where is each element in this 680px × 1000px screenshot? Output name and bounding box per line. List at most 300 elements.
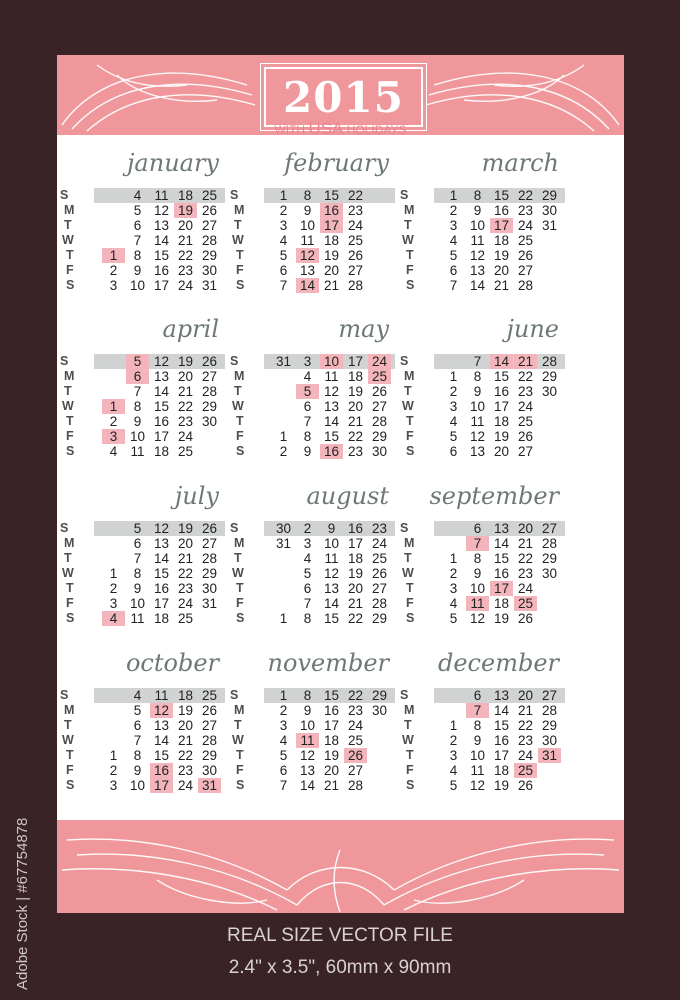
day-cell: 4: [133, 188, 142, 203]
day-cell: 21: [517, 703, 534, 718]
day-cell: 27: [517, 444, 534, 459]
weekday-label: F: [66, 763, 74, 777]
day-cell: 11: [154, 688, 169, 703]
weekday-label: T: [234, 718, 242, 732]
weekday-label: W: [232, 733, 244, 747]
day-cell: 27: [201, 536, 218, 551]
day-cell: 24: [517, 218, 534, 233]
day-cell: 23: [371, 521, 388, 536]
day-cell: 24: [347, 218, 364, 233]
weekday-label: S: [60, 688, 69, 702]
day-cell: 13: [153, 218, 170, 233]
day-cell: 25: [177, 444, 194, 459]
day-cell: 15: [493, 551, 510, 566]
day-cell: 12: [469, 611, 486, 626]
day-cell: 14: [323, 596, 340, 611]
day-cell: 2: [279, 203, 288, 218]
day-cell: 24: [177, 429, 194, 444]
day-cell: 30: [275, 521, 292, 536]
day-cell: 28: [541, 536, 558, 551]
day-cell: 26: [201, 354, 218, 369]
day-cell: 29: [541, 188, 558, 203]
weekday-label: T: [64, 218, 72, 232]
day-cell: 29: [201, 748, 218, 763]
weekday-label: W: [402, 399, 414, 413]
day-cell: 7: [279, 278, 288, 293]
day-cell: 7: [133, 384, 142, 399]
day-cell: 21: [517, 536, 534, 551]
day-cell: 21: [177, 233, 194, 248]
day-cell: 26: [201, 703, 218, 718]
day-cell: 20: [177, 218, 194, 233]
day-cell: 17: [347, 354, 364, 369]
day-cell: 6: [279, 763, 288, 778]
day-cell: 15: [323, 188, 340, 203]
day-cell: 16: [150, 763, 173, 778]
day-cell: 25: [514, 596, 537, 611]
day-cell: 13: [469, 444, 486, 459]
day-cell: 2: [109, 581, 118, 596]
month-january: [60, 149, 229, 315]
day-cell: 16: [153, 581, 170, 596]
weekday-label: M: [234, 703, 245, 717]
weekday-label: M: [404, 536, 415, 550]
weekday-label: T: [236, 748, 244, 762]
weekday-label: M: [64, 536, 75, 550]
day-cell: 1: [279, 429, 288, 444]
day-cell: 19: [174, 203, 197, 218]
day-cell: 9: [473, 384, 482, 399]
weekday-label: T: [64, 384, 72, 398]
day-cell: 28: [201, 384, 218, 399]
day-cell: 17: [347, 536, 364, 551]
day-cell: 1: [109, 566, 118, 581]
day-cell: 3: [109, 596, 118, 611]
weekday-label: T: [404, 551, 412, 565]
day-cell: 10: [469, 399, 486, 414]
day-cell: 2: [449, 733, 458, 748]
day-cell: 19: [323, 248, 340, 263]
day-cell: 25: [201, 688, 218, 703]
day-cell: 22: [177, 248, 194, 263]
day-cell: 8: [133, 566, 142, 581]
day-cell: 18: [177, 188, 194, 203]
day-cell: 30: [201, 414, 218, 429]
weekday-label: W: [62, 233, 74, 247]
month-april: [60, 315, 229, 481]
day-cell: 29: [371, 611, 388, 626]
day-cell: 14: [153, 733, 170, 748]
weekday-label: S: [230, 188, 239, 202]
month-name: august: [306, 482, 389, 510]
day-cell: 19: [493, 248, 510, 263]
day-cell: 9: [133, 414, 142, 429]
day-cell: 16: [153, 263, 170, 278]
day-cell: 13: [153, 369, 170, 384]
weekday-label: W: [62, 566, 74, 580]
day-cell: 16: [493, 203, 510, 218]
weekday-label: T: [64, 551, 72, 565]
day-cell: 5: [303, 566, 312, 581]
weekday-label: W: [232, 399, 244, 413]
day-cell: 7: [303, 596, 312, 611]
weekday-label: S: [230, 521, 239, 535]
day-cell: 17: [320, 218, 343, 233]
day-cell: 17: [153, 596, 170, 611]
day-cell: 14: [469, 278, 486, 293]
day-cell: 16: [493, 384, 510, 399]
month-june: [400, 315, 569, 481]
footer-line-1: REAL SIZE VECTOR FILE: [227, 925, 453, 946]
day-cell: 11: [296, 733, 319, 748]
day-cell: 19: [493, 778, 510, 793]
day-cell: 20: [177, 369, 194, 384]
day-cell: 4: [279, 733, 288, 748]
day-cell: 26: [371, 384, 388, 399]
day-cell: 12: [469, 429, 486, 444]
day-cell: 3: [109, 278, 118, 293]
day-cell: 15: [153, 566, 170, 581]
day-cell: 7: [133, 551, 142, 566]
day-cell: 24: [371, 536, 388, 551]
day-cell: 25: [177, 611, 194, 626]
day-cell: 14: [493, 703, 510, 718]
day-cell: 7: [133, 233, 142, 248]
month-name: september: [429, 482, 559, 510]
day-cell: 10: [129, 596, 146, 611]
day-cell: 18: [177, 688, 194, 703]
day-cell: 24: [177, 596, 194, 611]
day-cell: 7: [133, 733, 142, 748]
weekday-label: S: [400, 354, 409, 368]
day-cell: 21: [493, 278, 510, 293]
day-cell: 30: [541, 733, 558, 748]
day-cell: 13: [469, 263, 486, 278]
day-cell: 1: [279, 611, 288, 626]
day-cell: 8: [133, 248, 142, 263]
day-cell: 27: [541, 688, 558, 703]
day-cell: 13: [153, 718, 170, 733]
day-cell: 12: [153, 203, 170, 218]
day-cell: 1: [109, 748, 118, 763]
day-cell: 19: [347, 384, 364, 399]
weekday-label: M: [234, 536, 245, 550]
day-cell: 8: [473, 188, 482, 203]
month-name: april: [162, 315, 219, 343]
day-cell: 4: [133, 688, 142, 703]
weekday-label: W: [402, 233, 414, 247]
day-cell: 15: [153, 748, 170, 763]
day-cell: 11: [470, 233, 485, 248]
stock-watermark: Adobe Stock | #67754878: [14, 817, 31, 990]
day-cell: 29: [541, 369, 558, 384]
weekday-label: S: [400, 688, 409, 702]
month-november: [230, 649, 399, 815]
day-cell: 19: [493, 429, 510, 444]
day-cell: 24: [347, 718, 364, 733]
day-cell: 2: [449, 203, 458, 218]
day-cell: 19: [323, 748, 340, 763]
day-cell: 20: [177, 536, 194, 551]
day-cell: 23: [177, 763, 194, 778]
day-cell: 7: [473, 354, 482, 369]
day-cell: 23: [517, 733, 534, 748]
day-cell: 20: [517, 688, 534, 703]
day-cell: 18: [347, 551, 364, 566]
day-cell: 5: [126, 354, 149, 369]
weekday-label: M: [234, 203, 245, 217]
day-cell: 28: [517, 278, 534, 293]
day-cell: 28: [201, 551, 218, 566]
day-cell: 12: [153, 354, 170, 369]
day-cell: 3: [449, 748, 458, 763]
weekday-label: W: [232, 233, 244, 247]
day-cell: 30: [541, 384, 558, 399]
day-cell: 22: [347, 188, 364, 203]
weekday-label: S: [60, 521, 69, 535]
day-cell: 3: [279, 218, 288, 233]
weekday-label: W: [402, 733, 414, 747]
day-cell: 4: [102, 611, 125, 626]
day-cell: 25: [517, 414, 534, 429]
day-cell: 13: [493, 688, 510, 703]
day-cell: 16: [320, 203, 343, 218]
weekday-label: M: [64, 703, 75, 717]
day-cell: 19: [177, 703, 194, 718]
day-cell: 20: [347, 581, 364, 596]
day-cell: 4: [449, 414, 458, 429]
day-cell: 17: [153, 278, 170, 293]
day-cell: 4: [449, 763, 458, 778]
weekday-label: T: [64, 718, 72, 732]
weekday-label: S: [406, 278, 415, 292]
weekday-label: S: [66, 444, 75, 458]
day-cell: 3: [102, 429, 125, 444]
day-cell: 18: [493, 233, 510, 248]
day-cell: 4: [449, 233, 458, 248]
day-cell: 26: [517, 248, 534, 263]
day-cell: 26: [517, 778, 534, 793]
day-cell: 18: [153, 611, 170, 626]
day-cell: 17: [493, 399, 510, 414]
weekday-label: F: [66, 429, 74, 443]
day-cell: 9: [303, 203, 312, 218]
day-cell: 25: [347, 233, 364, 248]
day-cell: 10: [299, 718, 316, 733]
day-cell: 6: [126, 369, 149, 384]
weekday-label: S: [66, 611, 75, 625]
day-cell: 19: [177, 354, 194, 369]
weekday-label: F: [236, 429, 244, 443]
day-cell: 10: [299, 218, 316, 233]
day-cell: 11: [154, 188, 169, 203]
day-cell: 2: [303, 521, 312, 536]
day-cell: 10: [469, 748, 486, 763]
day-cell: 5: [449, 611, 458, 626]
day-cell: 21: [177, 551, 194, 566]
day-cell: 4: [109, 444, 118, 459]
day-cell: 22: [517, 718, 534, 733]
day-cell: 27: [541, 521, 558, 536]
day-cell: 6: [133, 218, 142, 233]
weekday-label: F: [406, 596, 414, 610]
weekday-label: S: [236, 444, 245, 458]
day-cell: 24: [517, 399, 534, 414]
day-cell: 14: [296, 278, 319, 293]
weekday-label: F: [236, 263, 244, 277]
day-cell: 23: [517, 203, 534, 218]
month-name: january: [126, 149, 219, 177]
day-cell: 22: [347, 688, 364, 703]
day-cell: 12: [469, 248, 486, 263]
day-cell: 16: [347, 521, 364, 536]
day-cell: 3: [449, 399, 458, 414]
day-cell: 28: [201, 733, 218, 748]
month-name: october: [125, 649, 219, 677]
weekday-label: T: [236, 414, 244, 428]
weekday-label: F: [406, 763, 414, 777]
day-cell: 23: [347, 703, 364, 718]
day-cell: 1: [279, 688, 288, 703]
day-cell: 24: [517, 748, 534, 763]
day-cell: 18: [493, 596, 510, 611]
day-cell: 22: [177, 399, 194, 414]
month-august: [230, 482, 399, 648]
day-cell: 29: [201, 399, 218, 414]
day-cell: 28: [371, 414, 388, 429]
weekday-label: M: [64, 369, 75, 383]
month-october: [60, 649, 229, 815]
weekday-label: T: [234, 218, 242, 232]
day-cell: 23: [177, 263, 194, 278]
day-cell: 3: [279, 718, 288, 733]
day-cell: 22: [517, 369, 534, 384]
day-cell: 8: [303, 188, 312, 203]
day-cell: 4: [279, 233, 288, 248]
bottom-flourish-icon: [57, 820, 624, 913]
day-cell: 28: [541, 354, 558, 369]
day-cell: 30: [201, 581, 218, 596]
day-cell: 9: [133, 581, 142, 596]
day-cell: 9: [473, 566, 482, 581]
month-december: [400, 649, 569, 815]
day-cell: 24: [177, 278, 194, 293]
day-cell: 9: [327, 521, 336, 536]
weekday-label: M: [64, 203, 75, 217]
day-cell: 13: [323, 399, 340, 414]
day-cell: 16: [493, 566, 510, 581]
day-cell: 2: [279, 444, 288, 459]
weekday-label: T: [404, 218, 412, 232]
weekday-label: S: [236, 778, 245, 792]
day-cell: 6: [449, 263, 458, 278]
day-cell: 3: [303, 536, 312, 551]
day-cell: 5: [133, 203, 142, 218]
day-cell: 6: [303, 399, 312, 414]
day-cell: 26: [201, 521, 218, 536]
day-cell: 11: [130, 611, 145, 626]
day-cell: 12: [153, 521, 170, 536]
day-cell: 23: [177, 581, 194, 596]
footer-line-2: 2.4" x 3.5", 60mm x 90mm: [228, 957, 452, 978]
day-cell: 23: [347, 444, 364, 459]
day-cell: 1: [449, 188, 458, 203]
day-cell: 8: [473, 718, 482, 733]
weekday-label: M: [404, 703, 415, 717]
weekday-label: T: [234, 551, 242, 565]
day-cell: 6: [279, 263, 288, 278]
weekday-label: F: [406, 263, 414, 277]
weekday-label: S: [66, 278, 75, 292]
day-cell: 31: [538, 748, 561, 763]
day-cell: 30: [541, 203, 558, 218]
day-cell: 25: [517, 233, 534, 248]
weekday-label: S: [236, 611, 245, 625]
day-cell: 28: [347, 778, 364, 793]
day-cell: 14: [153, 384, 170, 399]
day-cell: 11: [300, 233, 315, 248]
month-name: february: [284, 149, 389, 177]
day-cell: 12: [299, 748, 316, 763]
day-cell: 13: [299, 763, 316, 778]
day-cell: 26: [347, 248, 364, 263]
weekday-label: S: [230, 688, 239, 702]
weekday-label: T: [404, 384, 412, 398]
day-cell: 20: [517, 521, 534, 536]
day-cell: 3: [109, 778, 118, 793]
day-cell: 7: [466, 703, 489, 718]
weekday-label: F: [406, 429, 414, 443]
day-cell: 27: [201, 718, 218, 733]
month-name: may: [338, 315, 389, 343]
month-name: july: [174, 482, 219, 510]
day-cell: 27: [347, 263, 364, 278]
day-cell: 17: [490, 218, 513, 233]
day-cell: 4: [303, 551, 312, 566]
day-cell: 7: [449, 278, 458, 293]
weekday-label: T: [66, 748, 74, 762]
day-cell: 26: [371, 566, 388, 581]
day-cell: 12: [296, 248, 319, 263]
day-cell: 11: [324, 551, 339, 566]
day-cell: 18: [347, 369, 364, 384]
day-cell: 28: [541, 703, 558, 718]
day-cell: 14: [299, 778, 316, 793]
day-cell: 29: [371, 429, 388, 444]
day-cell: 2: [449, 384, 458, 399]
day-cell: 13: [153, 536, 170, 551]
day-cell: 20: [493, 444, 510, 459]
day-cell: 16: [320, 444, 343, 459]
day-cell: 4: [303, 369, 312, 384]
day-cell: 30: [371, 703, 388, 718]
day-cell: 1: [102, 248, 125, 263]
month-name: march: [481, 149, 559, 177]
day-cell: 21: [177, 733, 194, 748]
day-cell: 8: [133, 399, 142, 414]
day-cell: 10: [469, 218, 486, 233]
day-cell: 5: [449, 429, 458, 444]
day-cell: 15: [153, 248, 170, 263]
day-cell: 16: [323, 703, 340, 718]
day-cell: 11: [470, 414, 485, 429]
day-cell: 7: [279, 778, 288, 793]
day-cell: 2: [109, 263, 118, 278]
day-cell: 12: [150, 703, 173, 718]
day-cell: 2: [279, 703, 288, 718]
month-march: [400, 149, 569, 315]
day-cell: 22: [177, 566, 194, 581]
